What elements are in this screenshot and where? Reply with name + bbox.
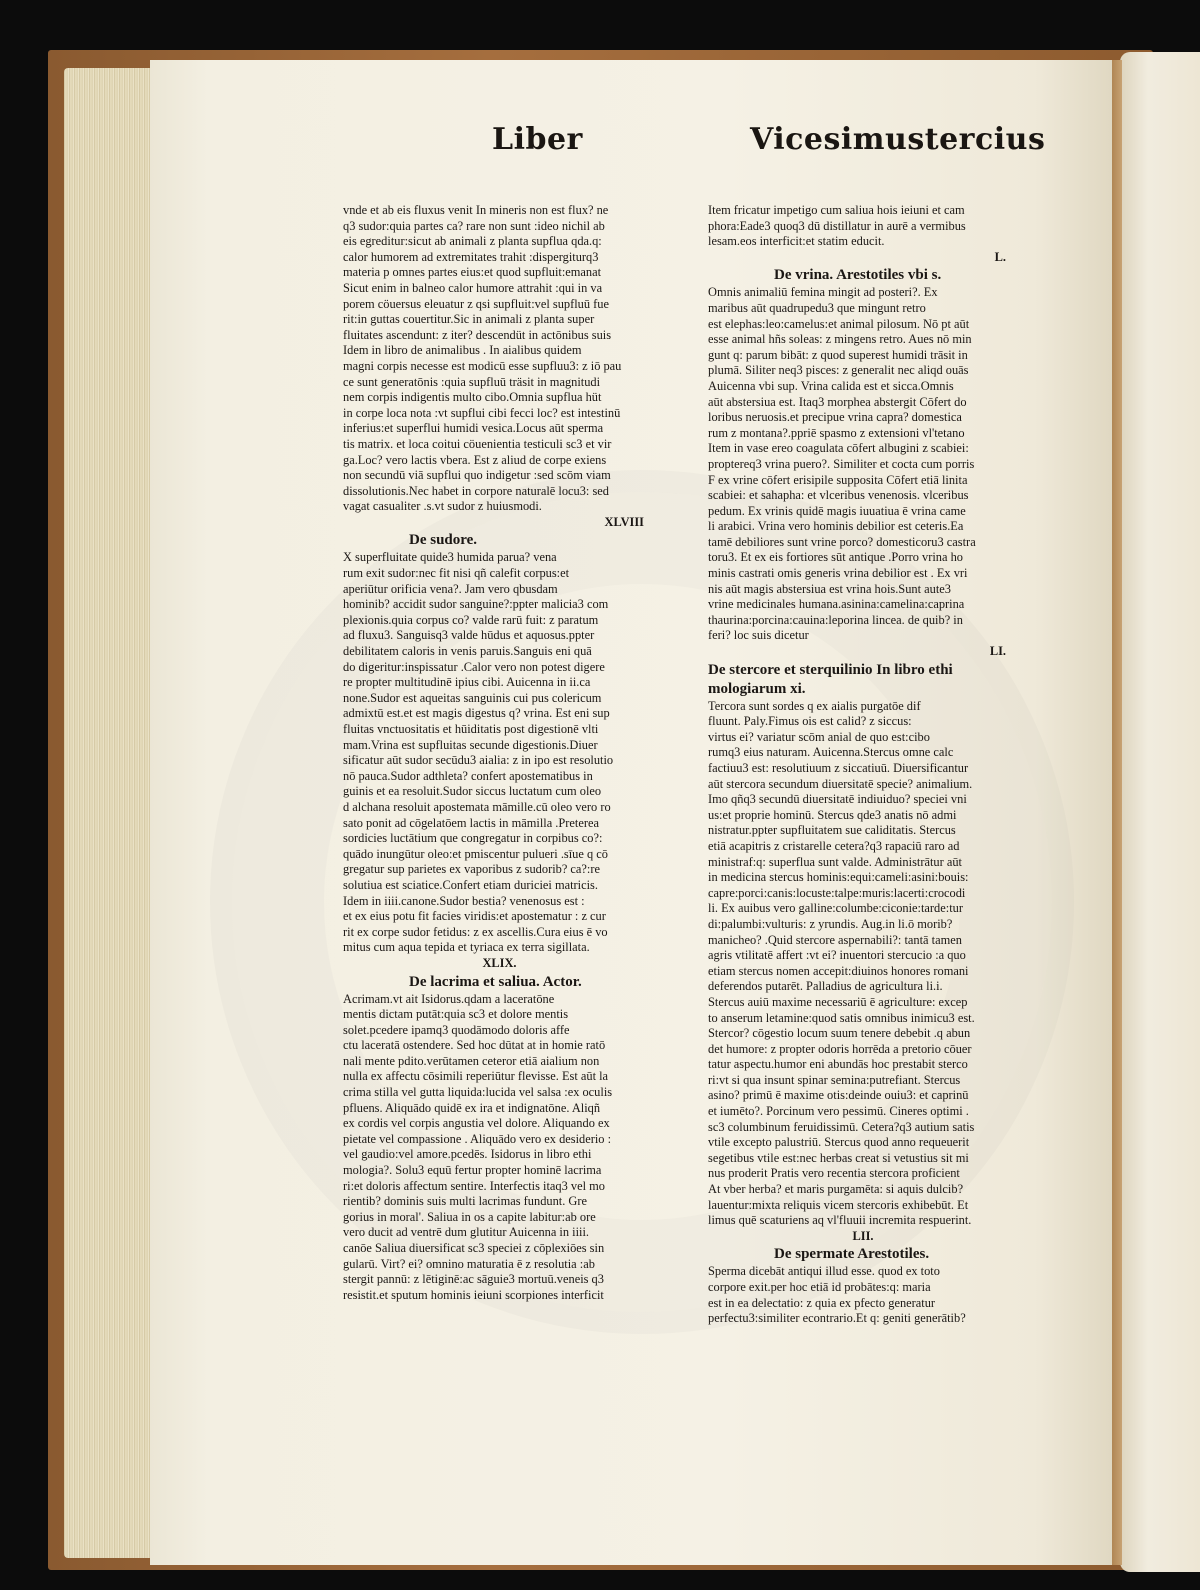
text-line: admixtū est.et est magis digestus q? vrina. Est eni sup bbox=[343, 706, 610, 721]
text-line: fluitas vnctuositatis et hūiditatis post digestionē vlti bbox=[343, 722, 599, 736]
text-line: maribus aūt quadrupedu3 que mingunt retro bbox=[708, 300, 926, 315]
text-paragraph bbox=[343, 203, 656, 515]
text-line: re propter multitudinē ipius cibi. Auicenna in ii.ca bbox=[343, 675, 591, 690]
text-line: factiuu3 est: resolutiuum z siccatiuū. Diuersificantur bbox=[708, 761, 969, 775]
text-line: feri? loc suis dicetur bbox=[708, 628, 809, 643]
text-line: thaurina:porcina:cauina:leporina lincea. de quib? in bbox=[708, 612, 963, 627]
text-line: tamē debiliores sunt vrine porco? domesticoru3 castra bbox=[708, 534, 976, 549]
text-line: nus proderit Pratis vero recentia stercora proficient bbox=[708, 1166, 960, 1181]
text-line: debilitatem caloris in venis paruis.Sanguis eni quā bbox=[343, 644, 592, 659]
running-head-right: Vicesimustercius bbox=[750, 122, 1046, 157]
section-heading: De sudore. bbox=[409, 532, 478, 549]
facing-page-edge bbox=[1120, 52, 1200, 1572]
text-line: lesam.eos interficit:et statim educit. bbox=[708, 234, 885, 249]
text-line: eis egreditur:sicut ab animali z planta supflua qda.q: bbox=[343, 234, 602, 249]
text-paragraph bbox=[708, 1264, 1018, 1326]
text-paragraph bbox=[343, 992, 656, 1304]
text-line: calor humorem ad extremitates trahit :dispergiturq3 bbox=[343, 249, 599, 264]
text-line: fluitates ascendunt: z iter? descendüt in actōnibus suis bbox=[343, 327, 612, 342]
text-line: ctu laceratā ostendere. Sed hoc dūtat at in homie ratō bbox=[343, 1038, 606, 1053]
text-line: ga.Loc? vero lactis vbera. Est z aliud de corpe exiens bbox=[343, 452, 607, 467]
text-line: porem cöuersus eleuatur z qsi supfluit:vel supfluū fue bbox=[343, 296, 609, 311]
right-text-column bbox=[708, 203, 1018, 1327]
left-text-column bbox=[343, 203, 656, 1303]
text-line: limus quē scaturiens aq vl'fluuii incremita respuerint. bbox=[708, 1213, 972, 1228]
text-line: canōe Saliua diuersificat sc3 speciei z cōplexiōes sin bbox=[343, 1241, 605, 1255]
text-line: crima stilla vel gutta liquida:lucida vel salsa :ex oculis bbox=[343, 1085, 613, 1100]
text-line: ce sunt generatōnis :quia supfluū träsit in magnitudi bbox=[343, 374, 601, 389]
gutter-shadow bbox=[1112, 60, 1122, 1565]
text-line: manicheo? .Quid stercore aspernabili?: tantā tamen bbox=[708, 932, 962, 947]
chapter-number: LI. bbox=[989, 644, 1006, 659]
text-line: virtus ei? variatur scōm anial de quo est:cibo bbox=[708, 729, 930, 744]
text-line: mitus cum aqua tepida et tyriaca ex terra sigillata. bbox=[343, 940, 590, 955]
section-heading: De spermate Arestotiles. bbox=[774, 1246, 930, 1263]
text-line: rientib? dominis suis multi lacrimas fundunt. Gre bbox=[343, 1194, 587, 1209]
text-line: pedum. Ex vrinis quidē magis iuuatiua ē vrina came bbox=[708, 503, 966, 518]
text-line: Stercus auiū maxime necessariū ē agriculture: excep bbox=[708, 994, 968, 1009]
section-heading: mologiarum xi. bbox=[708, 680, 806, 697]
text-line: Tercora sunt sordes q ex aialis purgatōe dif bbox=[708, 698, 921, 713]
text-line: et iumēto?. Porcinum vero pessimū. Cineres optimi . bbox=[708, 1104, 969, 1119]
text-line: vnde et ab eis fluxus venit In mineris non est flux? ne bbox=[343, 203, 609, 217]
text-paragraph bbox=[343, 550, 656, 955]
text-line: ad fluxu3. Sanguisq3 valde hūdus et aquosus.ppter bbox=[343, 628, 595, 643]
text-line: us:et proprie hominū. Stercus qde3 anatis nō admi bbox=[708, 807, 957, 822]
text-line: rit ex corpe sudor fetidus: z ex ascellis.Cura eius ē vo bbox=[343, 924, 608, 939]
text-line: mam.Vrina est supfluitas secunde digestionis.Diuer bbox=[343, 737, 598, 752]
text-line: tis matrix. et loca coitui cöuenientia testiculi sc3 et vir bbox=[343, 436, 612, 451]
text-line: aperiūtur orificia vena?. Jam vero qbusdam bbox=[343, 581, 558, 596]
running-head-left: Liber bbox=[492, 122, 583, 157]
text-line: esse animal hñs soleas: z mingens retro. Aues nō min bbox=[708, 332, 972, 347]
page-edges bbox=[64, 68, 154, 1558]
text-line: Imo qñq3 secundū diuersitatē indiuiduo? speciei vni bbox=[708, 792, 967, 807]
chapter-number: L. bbox=[994, 249, 1006, 264]
text-line: et ex eius potu fit facies viridis:et apostematur : z cur bbox=[343, 909, 606, 924]
text-line: agris vtilitatē affert :vt ei? inuentori stercucio :a quo bbox=[708, 948, 966, 963]
text-line: proptereq3 vrina puero?. Similiter et cocta cum porris bbox=[708, 456, 975, 471]
text-line: asino? primū ē maxime otis:deinde ouiu3: et caprinū bbox=[708, 1088, 969, 1103]
text-line: nali mente pdito.verūtamen ceteror etiā aialium non bbox=[343, 1053, 600, 1068]
text-line: sc3 columbinum feruidissimū. Cetera?q3 autium satis bbox=[708, 1119, 975, 1134]
text-line: nistratur.ppter supfluitatem sue caliditatis. Stercus bbox=[708, 823, 956, 838]
text-line: det humore: z propter odoris horrēda a pretorio cōuer bbox=[708, 1041, 972, 1056]
text-line: perfectu3:similiter econtrario.Et q: geniti generātib? bbox=[708, 1311, 966, 1326]
text-line: pfluens. Aliquādo quidē ex ira et indignatōne. Aliqñ bbox=[343, 1100, 601, 1115]
text-line: quādo inungūtur oleo:et pmiscentur pulueri .sīue q cō bbox=[343, 846, 608, 861]
text-line: gunt q: parum bibāt: z quod superest humidi trāsit in bbox=[708, 347, 968, 362]
text-line: Acrimam.vt ait Isidorus.qdam a laceratōne bbox=[343, 991, 555, 1006]
text-paragraph bbox=[708, 285, 1018, 644]
text-line: magni corpis necesse est modicū esse supfluu3: z iō pau bbox=[343, 358, 622, 373]
text-line: to anserum letamine:quod satis omnibus inimicu3 est. bbox=[708, 1010, 975, 1025]
text-line: do digeritur:inspissatur .Calor vero non potest digere bbox=[343, 659, 605, 674]
section-heading: De lacrima et saliua. Actor. bbox=[409, 973, 582, 990]
text-line: Item in vase ereo coagulata cōfert albugini z scabiei: bbox=[708, 441, 969, 456]
text-line: gorius in moral'. Saliua in os a capite labitur:ab ore bbox=[343, 1209, 596, 1224]
text-line: mentis dictam putāt:quia sc3 et dolore mentis bbox=[343, 1007, 569, 1022]
text-line: vero ducit ad ventrē dum glutitur Auicenna in iiii. bbox=[343, 1225, 590, 1240]
text-line: vel gaudio:vel amore.pcedēs. Isidorus in libro ethi bbox=[343, 1147, 592, 1162]
text-line: etiam stercus nomen accepit:diuinos honores romani bbox=[708, 963, 969, 978]
text-line: At vber herba? et maris purgamēta: si aquis dulcib? bbox=[708, 1182, 964, 1197]
text-line: lauentur:mixta reliquis vicem stercoris exhibebūt. Et bbox=[708, 1197, 969, 1212]
section-heading: De stercore et sterquilinio In libro ethi bbox=[708, 661, 953, 678]
text-line: rit:in guttas couertitur.Sic in animali z planta super bbox=[343, 312, 595, 327]
text-line: plexionis.quia corpus co? valde rarū fuit: z paratum bbox=[343, 612, 599, 627]
text-line: pietate vel compassione . Aliquādo vero ex desiderio : bbox=[343, 1131, 612, 1146]
text-line: Idem in libro de animalibus . In aialibus quidem bbox=[343, 343, 582, 358]
text-line: Item fricatur impetigo cum saliua hois ieiuni et cam bbox=[708, 203, 965, 217]
text-line: rum exit sudor:nec fit nisi qñ calefit corpus:et bbox=[343, 566, 570, 581]
text-line: Sperma dicebāt antiqui illud esse. quod ex toto bbox=[708, 1264, 940, 1279]
text-line: in corpe loca nota :vt supflui cibi fecci loc? est intestinū bbox=[343, 405, 621, 420]
text-line: est elephas:leo:camelus:et animal pilosum. Nō pt aūt bbox=[708, 316, 970, 331]
text-line: materia p omnes partes eius:et quod supfluit:emanat bbox=[343, 265, 602, 280]
text-line: Stercor? cōgestio locum suum tenere debebit .q abun bbox=[708, 1026, 971, 1041]
text-line: corpore exit.per hoc etiā id probātes:q: maria bbox=[708, 1280, 931, 1294]
text-line: aūt stercora secundum diuersitatē specie? animalium. bbox=[708, 776, 973, 791]
text-line: li. Ex auibus vero galline:columbe:ciconie:tarde:tur bbox=[708, 901, 963, 916]
text-line: F ex vrine cōfert erisipile supposita Cōfert etiā linita bbox=[708, 472, 968, 487]
text-line: dissolutionis.Nec habet in corpore naturalē locu3: sed bbox=[343, 483, 609, 498]
text-line: nem corpis indigentis multo cibo.Omnia supflua hüt bbox=[343, 390, 602, 405]
text-line: ri:et doloris affectum sentire. Interfectis itaq3 vel mo bbox=[343, 1178, 605, 1193]
text-line: non secundū viā supflui quo indigetur :sed scōm viam bbox=[343, 468, 611, 483]
text-line: X superfluitate quide3 humida parua? vena bbox=[343, 550, 557, 565]
text-line: plumā. Siliter neq3 pisces: z generalit nec aliqd ouās bbox=[708, 363, 969, 378]
text-line: vrine medicinales humana.asinina:camelina:caprina bbox=[708, 597, 965, 612]
text-line: tatur aspectu.humor eni abundās hoc prestabit sterco bbox=[708, 1057, 968, 1072]
text-line: sificatur aūt sudor secūdu3 aialia: z in ipo est resolutio bbox=[343, 753, 614, 768]
text-line: ministraf:q: superflua sunt valde. Administrātur aūt bbox=[708, 854, 962, 869]
text-line: scabiei: et sahapha: et vlceribus venenosis. vlceribus bbox=[708, 488, 969, 503]
text-line: mologia?. Solu3 equū fertur propter hominē lacrima bbox=[343, 1163, 602, 1178]
chapter-number: XLIX. bbox=[482, 955, 517, 970]
text-line: li arabici. Vrina vero hominis debilior est ceteris.Ea bbox=[708, 519, 964, 534]
text-line: segetibus vtile est:nec herbas creat si vetustius sit mi bbox=[708, 1150, 969, 1165]
text-paragraph bbox=[708, 203, 1018, 250]
text-paragraph bbox=[708, 699, 1018, 1229]
text-line: phora:Eade3 quoq3 dū distillatur in aurē a vermibus bbox=[708, 218, 966, 233]
text-line: rum z montana?.ppriē spasmo z extensioni vl'tetano bbox=[708, 425, 965, 440]
text-line: fluunt. Paly.Fimus ois est calid? z siccus: bbox=[708, 714, 912, 729]
text-line: est in ea delectatio: z quia ex pfecto generatur bbox=[708, 1295, 936, 1310]
text-line: Auicenna vbi sup. Vrina calida est et sicca.Omnis bbox=[708, 378, 954, 393]
text-line: di:palumbi:vulturis: z yrundis. Aug.in li.ō morib? bbox=[708, 916, 953, 931]
text-line: nō pauca.Sudor adthleta? confert apostematibus in bbox=[343, 768, 593, 783]
text-line: nulla ex affectu cōsimili reperiūtur flevisse. Est aūt la bbox=[343, 1069, 609, 1084]
text-line: stergit pannū: z lētiginē:ac sāguie3 mortuū.veneis q3 bbox=[343, 1272, 604, 1287]
text-line: hominib? accidit sudor sanguine?:ppter malicia3 com bbox=[343, 597, 609, 612]
text-line: nis aūt magis abstersiua est vrina hois.Sunt aute3 bbox=[708, 581, 951, 596]
text-line: solutiua est sciatice.Confert etiam duriciei matricis. bbox=[343, 877, 598, 892]
chapter-number: XLVIII bbox=[604, 514, 644, 529]
text-line: d alchana resoluit apostemata māmille.cū oleo vero ro bbox=[343, 799, 611, 814]
text-line: solet.pcedere ipamq3 quodāmodo doloris affe bbox=[343, 1022, 570, 1037]
text-line: sato ponit ad cōgelatōem lactis in māmilla .Preterea bbox=[343, 815, 599, 830]
text-line: q3 sudor:quia partes ca? rare non sunt :ideo nichil ab bbox=[343, 218, 605, 233]
text-line: aūt abstersiua est. Itaq3 morphea abstergit Cōfert do bbox=[708, 394, 967, 409]
text-line: none.Sudor est aqueitas sanguinis cui pus colericum bbox=[343, 690, 602, 705]
text-line: ri:vt si qua insunt spinar semina:putrefiant. Stercus bbox=[708, 1072, 961, 1087]
text-line: Sicut enim in balneo calor humore attrahit :qui in va bbox=[343, 280, 603, 295]
text-line: sordicies luctātium que congregatur in corpibus co?: bbox=[343, 831, 603, 846]
text-line: vagat casualiter .s.vt sudor z huiusmodi. bbox=[343, 499, 542, 514]
text-line: deferendos putarēt. Palladius de agricultura li.i. bbox=[708, 979, 943, 994]
text-line: resistit.et sputum hominis ieiuni scorpiones interficit bbox=[343, 1287, 604, 1302]
chapter-number: LII. bbox=[852, 1228, 874, 1243]
text-line: in medicina stercus hominis:equi:cameli:asini:bouis: bbox=[708, 870, 969, 885]
text-line: guinis et ea resoluit.Sudor siccus luctatum cum oleo bbox=[343, 784, 602, 799]
text-line: gularū. Virt? ei? omnino maturatia ē z resolutia :ab bbox=[343, 1256, 595, 1271]
text-line: capre:porci:canis:locuste:talpe:muris:lacerti:crocodi bbox=[708, 885, 966, 900]
section-heading: De vrina. Arestotiles vbi s. bbox=[774, 267, 942, 284]
text-line: Omnis animaliū femina mingit ad posteri?. Ex bbox=[708, 285, 938, 300]
text-line: loribus neruosis.et precipue vrina capra? domestica bbox=[708, 410, 962, 425]
text-line: minis castrati omis generis vrina debilior est . Ex vri bbox=[708, 566, 968, 581]
text-line: inferius:et superflui humidi vesica.Locus aūt sperma bbox=[343, 421, 604, 436]
text-line: vtile excepto palustriū. Stercus quod anno requeuerit bbox=[708, 1135, 970, 1150]
text-line: etiā acapitris z cristarelle cetera?q3 rapaciū raro ad bbox=[708, 838, 960, 853]
text-line: gregatur sup parietes ex vaporibus z sudorib? ca?:re bbox=[343, 862, 601, 877]
text-line: ex cordis vel corpis angustia vel dolore. Aliquando ex bbox=[343, 1116, 610, 1131]
text-line: toru3. Et ex eis fortiores sūt antique .Porro vrina ho bbox=[708, 550, 963, 565]
text-line: Idem in iiii.canone.Sudor bestia? venenosus est : bbox=[343, 893, 585, 908]
text-line: rumq3 eius naturam. Auicenna.Stercus omne calc bbox=[708, 745, 954, 760]
